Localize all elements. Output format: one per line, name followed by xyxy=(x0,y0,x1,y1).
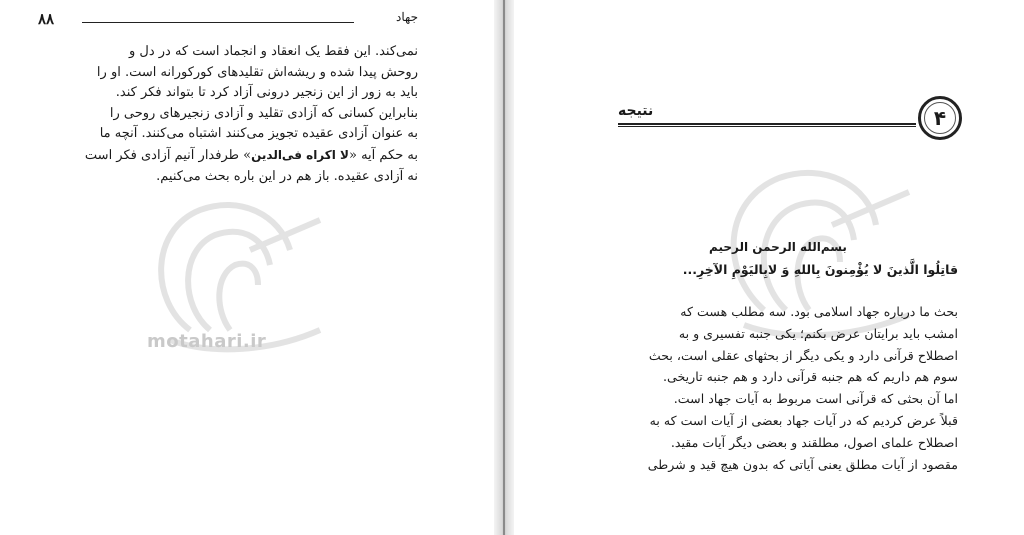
right-body-text xyxy=(598,301,958,475)
text-line: مقصود از آیات مطلق یعنی آیاتی که بدون هیچ قید و شرطی xyxy=(647,456,958,472)
page-number: ۸۸ xyxy=(38,10,55,28)
text-line: نمی‌کند. این فقط یک انعقاد و انجماد است که در دل و xyxy=(128,44,418,59)
chapter-rule xyxy=(618,123,916,125)
text-line: قبلاً عرض کردیم که در آیات جهاد بعضی از آیات است که به xyxy=(649,412,958,428)
text-line: نه آزادی عقیده. باز هم در این باره بحث می‌کنیم. xyxy=(156,168,418,184)
chapter-rule-thin xyxy=(618,126,916,127)
left-body-text xyxy=(58,42,418,187)
running-title: جهاد xyxy=(396,10,418,24)
text-line: بنابراین کسانی که آزادی تقلید و آزادی زنجیرهای روحی را xyxy=(109,105,418,121)
text-fragment: » طرفدار آنیم آزادی فکر است xyxy=(84,147,252,163)
text-fragment: به حکم آیه « xyxy=(348,147,418,163)
book-gutter xyxy=(494,0,514,535)
chapter-title: نتیجه xyxy=(618,103,654,119)
basmala: بسم‌الله الرحمن الرحیم xyxy=(709,240,847,254)
text-line xyxy=(58,145,418,167)
text-line: اما آن بحثی که قرآنی است مربوط به آیات جهاد است. xyxy=(673,391,958,407)
chapter-header xyxy=(618,96,968,146)
text-line: سوم هم داریم که هم جنبه قرآنی دارد و هم جنبه تاریخی. xyxy=(663,369,958,385)
watermark-url: motahari.ir xyxy=(147,331,267,352)
text-line: روحش پیدا شده و ریشه‌اش تقلیدهای کورکورانه است. او را xyxy=(96,64,418,80)
text-line: اصطلاح قرآنی دارد و یکی دیگر از بحثهای عقلی است، بحث xyxy=(648,347,958,363)
text-line: بحث ما درباره جهاد اسلامی بود. سه مطلب هست که xyxy=(680,304,958,319)
right-page xyxy=(514,0,1024,535)
text-line: اصطلاح علمای اصول، مطلقند و بعضی دیگر آیات مقید. xyxy=(670,434,958,450)
chapter-number-badge: ۴ xyxy=(918,96,962,140)
text-line: باید به زور از این زنجیر درونی آزاد کرد تا بتواند فکر کند. xyxy=(115,85,418,101)
text-line: امشب باید برایتان عرض بکنم؛ یکی جنبه تفسیری و به xyxy=(678,325,958,341)
quoted-verse: لا اکراه فی‌الدین xyxy=(251,147,349,162)
book-spine xyxy=(503,0,505,535)
running-header xyxy=(38,8,418,32)
left-page xyxy=(0,0,494,535)
quranic-verse: قاتِلُوا الَّذینَ لا یُؤْمِنونَ بِاللهِ وَ لابِالیَوْمِ الآخِرِ... xyxy=(682,262,958,277)
header-rule xyxy=(82,22,354,23)
text-line: به عنوان آزادی عقیده تجویز می‌کنند اشتباه می‌کنند. آنچه ما xyxy=(99,126,418,142)
